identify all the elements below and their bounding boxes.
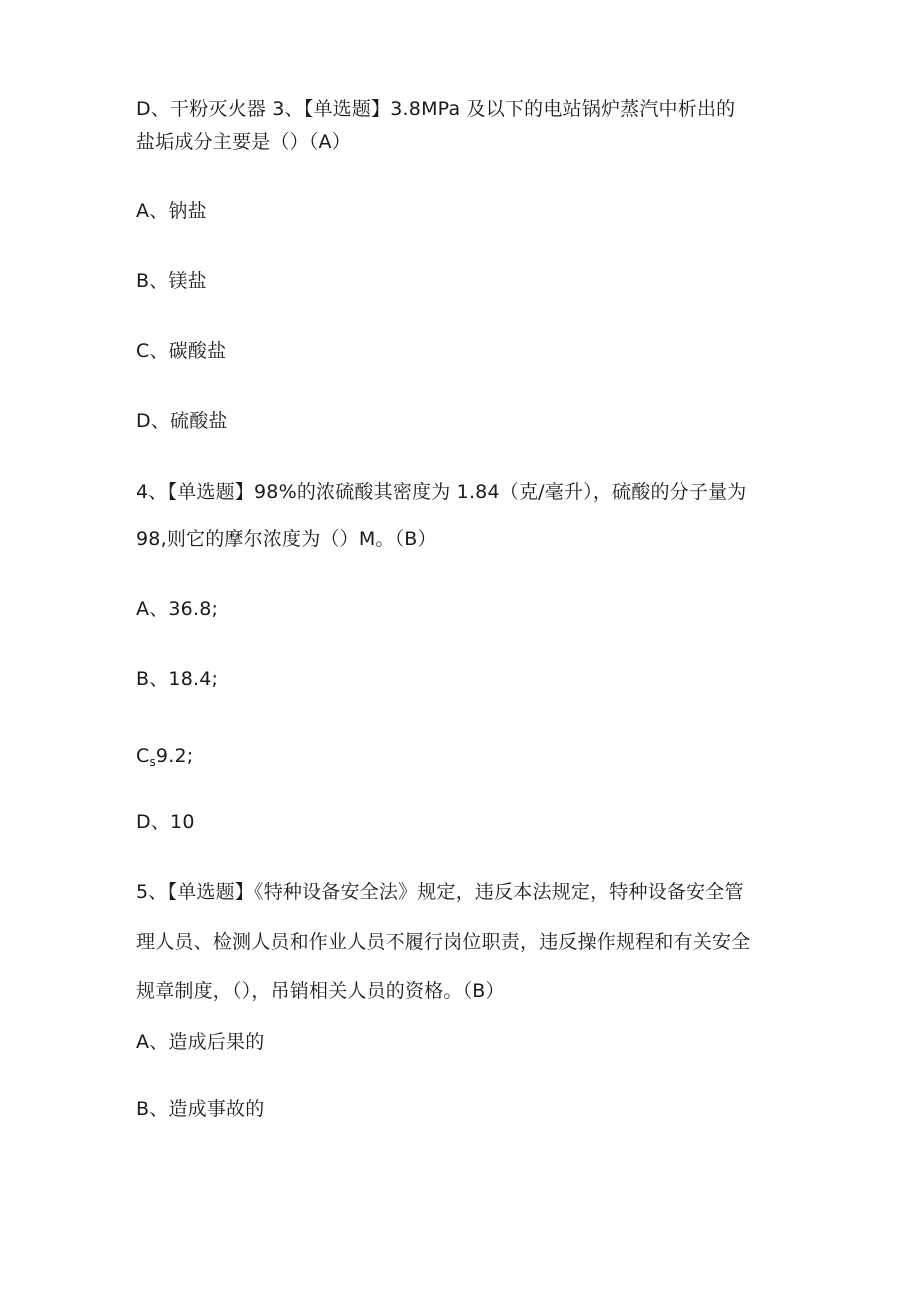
text-line-q5-2: 理人员、检测人员和作业人员不履行岗位职责，违反操作规程和有关安全 [136, 931, 751, 953]
text-line-q5-3: 规章制度，（），吊销相关人员的资格。（B） [136, 980, 505, 1002]
q4-option-c [136, 744, 193, 774]
q4-option-d: D、10 [136, 811, 195, 833]
text-line-q5-1: 5、【单选题】《特种设备安全法》规定，违反本法规定，特种设备安全管 [136, 881, 744, 903]
q3-option-d: D、硫酸盐 [136, 410, 228, 432]
q3-option-c: C、碳酸盐 [136, 340, 227, 362]
q5-option-a: A、造成后果的 [136, 1031, 265, 1053]
q4-option-b: B、18.4; [136, 668, 219, 690]
text-line-q4-start: 4、【单选题】98%的浓硫酸其密度为 1.84（克/毫升），硫酸的分子量为 [136, 481, 747, 503]
text-line-q3-end: 盐垢成分主要是（）（A） [136, 131, 351, 153]
q4-option-c-value: 9.2; [155, 745, 194, 767]
q4-option-a: A、36.8; [136, 598, 219, 620]
q4-option-c-letter: C [136, 745, 150, 767]
q5-option-b: B、造成事故的 [136, 1098, 265, 1120]
text-line-q4-end: 98,则它的摩尔浓度为（）M。（B） [136, 528, 437, 550]
q3-option-b: B、镁盐 [136, 270, 207, 292]
q4-option-c-subscript: s [149, 755, 156, 769]
q3-option-a: A、钠盐 [136, 200, 207, 222]
text-line-q3-start: D、干粉灭火器 3、【单选题】3.8MPa 及以下的电站锅炉蒸汽中析出的 [136, 98, 736, 120]
